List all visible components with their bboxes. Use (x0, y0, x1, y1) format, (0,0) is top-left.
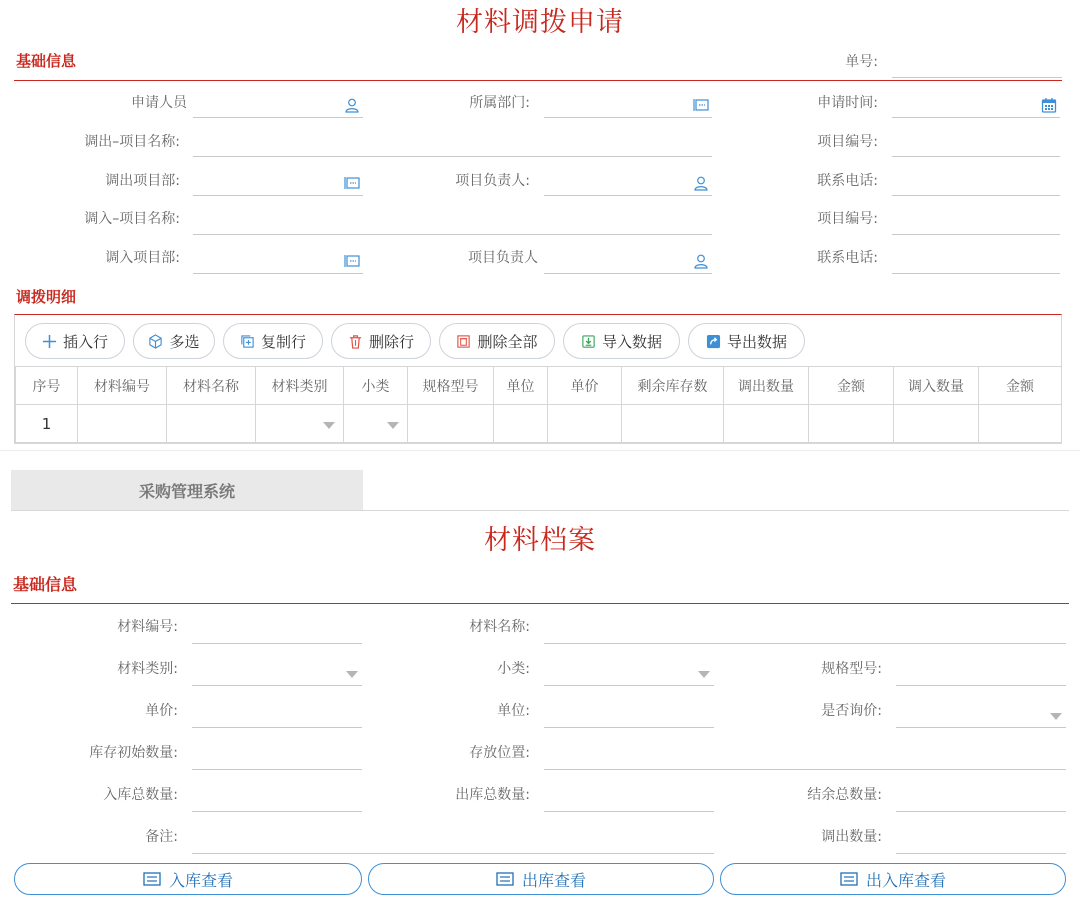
material-no-label: 材料编号: (117, 619, 178, 635)
tab-purchase-system[interactable]: 采购管理系统 (11, 470, 363, 510)
unit-price-input[interactable] (192, 704, 362, 728)
location-label: 存放位置: (469, 745, 530, 761)
trash-icon (348, 334, 363, 349)
material-category-select[interactable] (192, 662, 362, 686)
import-icon (581, 334, 596, 349)
column-header[interactable]: 单位 (494, 367, 548, 405)
column-header[interactable]: 材料编号 (78, 367, 167, 405)
spec-model-cell[interactable] (408, 405, 494, 443)
column-header[interactable]: 调出数量 (724, 367, 809, 405)
delete-row-label: 删除行 (368, 332, 414, 351)
org-picker-icon[interactable] (344, 253, 360, 269)
out-qty-cell[interactable] (724, 405, 809, 443)
tab-underline (11, 510, 1069, 511)
total-out-input[interactable] (544, 788, 714, 812)
project-no-2-input[interactable] (892, 211, 1060, 235)
archive-basic-divider (11, 603, 1069, 604)
delete-all-label: 删除全部 (477, 332, 538, 351)
column-header[interactable]: 剩余库存数 (622, 367, 724, 405)
transfer-page-title: 材料调拨申请 (456, 7, 624, 38)
calendar-icon[interactable] (1041, 97, 1057, 113)
total-in-label: 入库总数量: (103, 787, 178, 803)
unit-price-label: 单价: (145, 703, 178, 719)
archive-page-title: 材料档案 (484, 525, 596, 556)
row-index-cell: 1 (16, 405, 78, 443)
location-input[interactable] (544, 746, 1066, 770)
phone-1-label: 联系电话: (817, 173, 878, 189)
in-project-dept-input[interactable] (193, 250, 363, 274)
copy-row-label: 复制行 (260, 332, 306, 351)
column-header[interactable]: 金额 (809, 367, 894, 405)
material-no-input[interactable] (192, 620, 362, 644)
column-header[interactable]: 规格型号 (408, 367, 494, 405)
material-category-label: 材料类别: (117, 661, 178, 677)
import-data-label: 导入数据 (601, 332, 662, 351)
project-no-1-input[interactable] (892, 133, 1060, 157)
remaining-stock-cell[interactable] (622, 405, 724, 443)
in-amount-cell[interactable] (979, 405, 1062, 443)
sub-category-label: 小类: (497, 661, 530, 677)
table-row (16, 405, 1062, 443)
inquiry-label: 是否询价: (821, 703, 882, 719)
project-no-2-label: 项目编号: (817, 211, 878, 227)
balance-input[interactable] (896, 788, 1066, 812)
column-header[interactable]: 材料类别 (256, 367, 344, 405)
order-no-input[interactable] (892, 54, 1062, 78)
sub-category-select[interactable] (544, 662, 714, 686)
unit-cell[interactable] (494, 405, 548, 443)
chevron-down-icon[interactable] (323, 422, 335, 429)
org-picker-icon[interactable] (693, 97, 709, 113)
in-project-name-label: 调入–项目名称: (84, 211, 180, 227)
remark-input[interactable] (192, 830, 714, 854)
applicant-input[interactable] (193, 94, 363, 118)
material-name-cell[interactable] (167, 405, 256, 443)
total-out-label: 出库总数量: (455, 787, 530, 803)
insert-row-button[interactable] (25, 323, 125, 359)
transfer-detail-table (15, 366, 1062, 443)
user-icon[interactable] (693, 253, 709, 269)
out-project-dept-input[interactable] (193, 172, 363, 196)
material-category-cell[interactable] (256, 405, 344, 443)
in-project-dept-label: 调入项目部: (105, 250, 180, 266)
department-label: 所属部门: (469, 95, 530, 111)
column-header[interactable]: 小类 (344, 367, 408, 405)
applicant-label: 申请人员 (131, 95, 187, 111)
transfer-out-qty-input[interactable] (896, 830, 1066, 854)
user-icon[interactable] (693, 175, 709, 191)
delete-row-button[interactable] (331, 323, 431, 359)
sub-category-cell[interactable] (344, 405, 408, 443)
user-icon[interactable] (344, 97, 360, 113)
in-out-view-button[interactable] (720, 863, 1066, 895)
export-data-label: 导出数据 (726, 332, 787, 351)
transfer-detail-grid (14, 314, 1062, 444)
spec-model-label: 规格型号: (821, 661, 882, 677)
out-project-name-label: 调出–项目名称: (84, 134, 180, 150)
project-no-1-label: 项目编号: (817, 134, 878, 150)
insert-row-label: 插入行 (62, 332, 108, 351)
transfer-basic-section-title: 基础信息 (16, 52, 77, 70)
cube-icon (148, 334, 163, 349)
in-view-button[interactable] (14, 863, 362, 895)
column-header[interactable]: 材料名称 (167, 367, 256, 405)
material-no-cell[interactable] (78, 405, 167, 443)
in-project-name-input[interactable] (193, 211, 712, 235)
transfer-out-qty-label: 调出数量: (821, 829, 882, 845)
phone-1-input[interactable] (892, 172, 1060, 196)
unit-label: 单位: (497, 703, 530, 719)
copy-icon (240, 334, 255, 349)
order-no-label: 单号: (845, 54, 878, 70)
transfer-basic-divider (14, 80, 1062, 81)
department-input[interactable] (544, 94, 712, 118)
out-amount-cell[interactable] (809, 405, 894, 443)
multi-select-label: 多选 (169, 332, 200, 351)
out-project-dept-label: 调出项目部: (105, 173, 180, 189)
in-out-view-label: 出入库查看 (865, 870, 946, 890)
project-manager-1-label: 项目负责人: (455, 173, 530, 189)
phone-2-input[interactable] (892, 250, 1060, 274)
delete-all-button[interactable] (439, 323, 555, 359)
in-view-label: 入库查看 (168, 870, 233, 890)
phone-2-label: 联系电话: (817, 250, 878, 266)
initial-stock-input[interactable] (192, 746, 362, 770)
list-card-icon (143, 872, 161, 886)
remark-label: 备注: (145, 829, 178, 845)
table-header-row (16, 367, 1062, 405)
material-name-input[interactable] (544, 620, 1066, 644)
delete-all-icon (456, 334, 471, 349)
apply-time-input[interactable] (892, 94, 1060, 118)
project-manager-1-input[interactable] (544, 172, 712, 196)
column-header[interactable]: 调入数量 (894, 367, 979, 405)
out-view-button[interactable] (368, 863, 714, 895)
column-header[interactable]: 单价 (548, 367, 622, 405)
archive-basic-section-title: 基础信息 (13, 575, 78, 594)
total-in-input[interactable] (192, 788, 362, 812)
apply-time-label: 申请时间: (817, 95, 878, 111)
import-data-button[interactable] (563, 323, 680, 359)
spec-model-input[interactable] (896, 662, 1066, 686)
multi-select-button[interactable] (133, 323, 215, 359)
project-manager-2-input[interactable] (544, 250, 712, 274)
initial-stock-label: 库存初始数量: (89, 745, 178, 761)
transfer-detail-section-title: 调拨明细 (16, 288, 77, 306)
unit-price-cell[interactable] (548, 405, 622, 443)
chevron-down-icon[interactable] (1050, 713, 1062, 720)
material-name-label: 材料名称: (469, 619, 530, 635)
list-card-icon (840, 872, 858, 886)
chevron-down-icon[interactable] (387, 422, 399, 429)
form-separator (0, 450, 1080, 451)
unit-input[interactable] (544, 704, 714, 728)
org-picker-icon[interactable] (344, 175, 360, 191)
column-header[interactable]: 序号 (16, 367, 78, 405)
export-data-button[interactable] (688, 323, 805, 359)
project-manager-2-label: 项目负责人 (468, 250, 538, 266)
plus-icon (42, 334, 57, 349)
out-project-name-input[interactable] (193, 133, 712, 157)
in-qty-cell[interactable] (894, 405, 979, 443)
inquiry-select[interactable] (896, 704, 1066, 728)
chevron-down-icon[interactable] (346, 671, 358, 678)
column-header[interactable]: 金额 (979, 367, 1062, 405)
out-view-label: 出库查看 (521, 870, 586, 890)
balance-label: 结余总数量: (807, 787, 882, 803)
copy-row-button[interactable] (223, 323, 323, 359)
export-icon (706, 334, 721, 349)
list-card-icon (496, 872, 514, 886)
chevron-down-icon[interactable] (698, 671, 710, 678)
